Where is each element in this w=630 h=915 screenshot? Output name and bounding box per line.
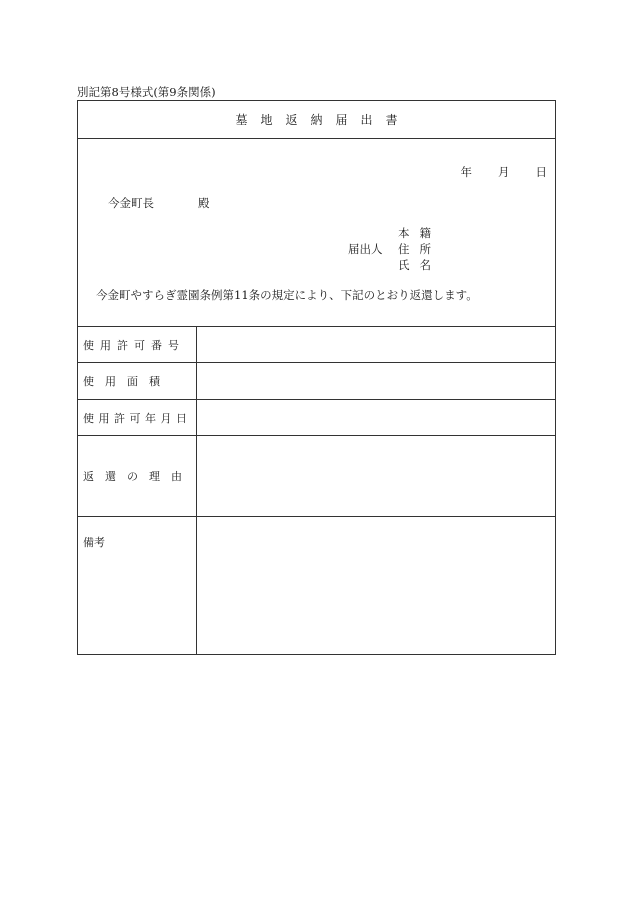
row-return-reason (78, 436, 555, 517)
row-label-permit-number: 使用許可番号 (78, 327, 197, 362)
return-notification-form (77, 100, 556, 655)
addressee-honorific: 殿 (198, 196, 210, 210)
date-year-label: 年 (460, 165, 472, 179)
date-day-label: 日 (535, 165, 547, 179)
row-label-permit-date: 使用許可年月日 (78, 400, 197, 435)
form-number-caption: 別記第8号様式(第9条関係) (77, 85, 216, 99)
addressee-name: 今金町長 (108, 196, 154, 210)
date-month-label: 月 (498, 165, 510, 179)
remarks-field[interactable] (197, 517, 555, 654)
row-permit-date (78, 400, 555, 436)
usage-area-field[interactable] (197, 363, 555, 399)
applicant-fields (398, 225, 441, 273)
permit-number-field[interactable] (197, 327, 555, 362)
header-area (78, 139, 555, 327)
row-permit-number (78, 327, 555, 363)
row-usage-area (78, 363, 555, 400)
row-label-usage-area: 使 用 面 積 (78, 363, 197, 399)
form-title: 墓地返納届出書 (235, 113, 411, 127)
statement-text: 今金町やすらぎ霊園条例第11条の規定により、下記のとおり返還します。 (96, 288, 478, 302)
applicant-field-name: 氏名 (398, 258, 441, 272)
row-label-remarks: 備考 (78, 517, 197, 654)
return-reason-field[interactable] (197, 436, 555, 516)
title-row (78, 101, 555, 139)
row-remarks (78, 517, 555, 654)
applicant-label: 届出人 (348, 242, 383, 256)
applicant-field-address: 住所 (398, 242, 441, 256)
row-label-return-reason: 返 還 の 理 由 (78, 436, 197, 516)
date-line (461, 164, 548, 180)
applicant-field-domicile: 本籍 (398, 226, 441, 240)
permit-date-field[interactable] (197, 400, 555, 435)
addressee (108, 195, 210, 211)
